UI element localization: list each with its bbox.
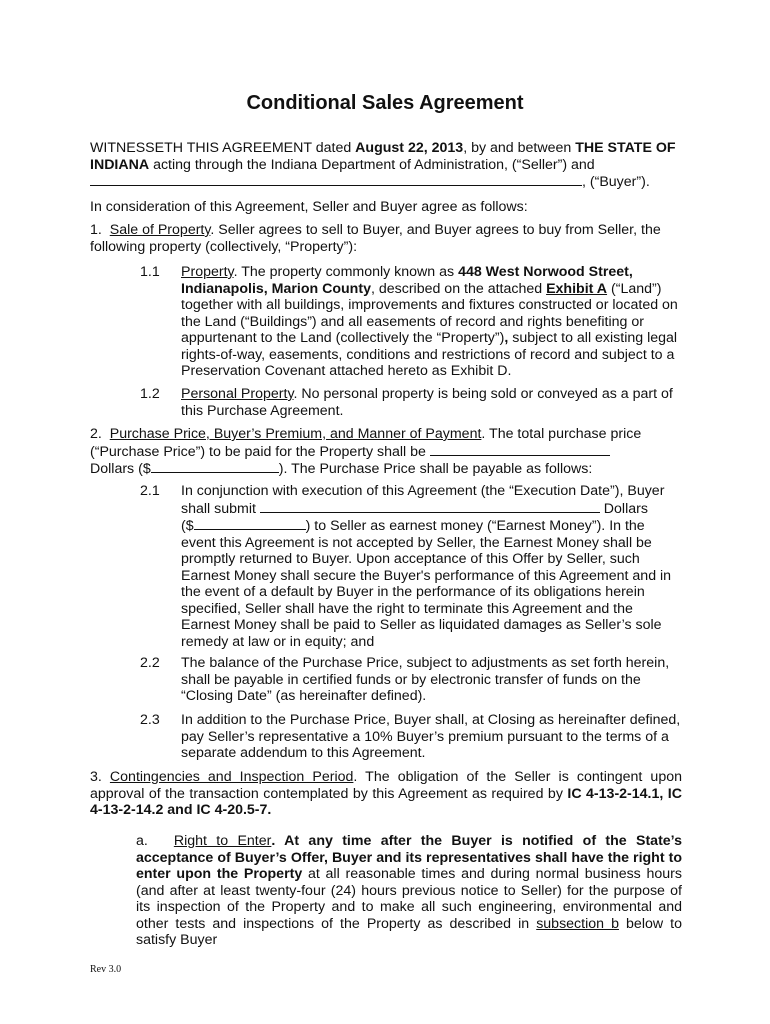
intro-text: WITNESSETH THIS AGREEMENT dated (90, 140, 356, 156)
section-text: . Seller agrees to sell to Buyer, and Buyer agrees to buy from Seller, the following property (collectively, “Property”): (90, 222, 661, 255)
subsection-number: 2.3 (140, 712, 160, 728)
section-text: . The obligation of the Seller is contingent upon approval of the transaction contemplated by this Agreement as required by (90, 769, 682, 802)
subsection-number: 1.2 (140, 386, 160, 402)
exhibit-reference: Exhibit A (546, 280, 608, 297)
subsection-text: subject to all existing legal rights-of-way, easements, conditions and restrictions of record and subject to a Preservation Covenant attached hereto as Exhibit D. (181, 330, 678, 379)
intro-paragraph (90, 140, 682, 173)
consideration-text: In consideration of this Agreement, Seller and Buyer agree as follows: (90, 199, 528, 215)
subsection-text: , described on the attached (370, 280, 547, 297)
section-number: 3. (90, 769, 102, 785)
subsection-heading: Personal Property (181, 386, 294, 402)
subsection-b-reference: subsection b (536, 915, 619, 932)
purchase-price-blank[interactable] (430, 443, 610, 456)
subsection-2-3: In addition to the Purchase Price, Buyer shall, at Closing as hereinafter defined, pay Seller’s representative a 10% Buyer’s premium pursuant to the terms of a separate addendum to this Agreement. (181, 712, 681, 761)
subsection-text: . The property commonly known as (233, 264, 459, 280)
statute-codes: IC 4-13-2-14.1, IC 4-13-2-14.2 and IC 4-20.5-7. (90, 785, 682, 818)
subsection-number: 2.2 (140, 655, 160, 671)
earnest-money-amount-blank[interactable] (194, 517, 306, 530)
buyer-line (90, 173, 682, 191)
section-2 (90, 426, 682, 478)
subsection-number: 2.1 (140, 483, 160, 499)
buyer-label: , (“Buyer”). (582, 174, 650, 190)
section-text: ). The Purchase Price shall be payable as follows: (278, 461, 593, 477)
subsection-1-1 (181, 264, 681, 380)
subsection-text: . No personal property is being sold or conveyed as a part of this Purchase Agreement. (181, 386, 673, 419)
agreement-date: August 22, 2013 (355, 140, 464, 156)
revision-footer: Rev 3.0 (90, 964, 122, 975)
section-1 (90, 222, 682, 255)
subsection-1-2 (181, 386, 681, 419)
intro-text: , by and between (463, 140, 576, 156)
buyer-name-blank[interactable] (90, 173, 582, 186)
page-title: Conditional Sales Agreement (246, 92, 524, 114)
intro-text: acting through the Indiana Department of Administration, (“Seller”) and (149, 156, 595, 173)
subsection-text: In conjunction with execution of this Agreement (the “Execution Date”), Buyer shall submit (181, 483, 665, 517)
section-heading: Sale of Property (109, 222, 211, 238)
earnest-money-blank[interactable] (260, 500, 600, 513)
subsection-text: Dollars (599, 500, 648, 517)
purchase-price-amount-blank[interactable] (151, 460, 279, 473)
bold-comma: , (504, 330, 509, 346)
subsection-number: 1.1 (140, 264, 160, 280)
subsection-2-2: The balance of the Purchase Price, subject to adjustments as set forth herein, shall be payable in certified funds or by electronic transfer of funds on the “Closing Date” (as hereinafter defined). (181, 655, 670, 704)
subsection-heading: Property (181, 264, 234, 280)
subsection-letter: a. (136, 833, 148, 849)
subsection-text: (“Land”) together with all buildings, improvements and fixtures constructed or located on the Land (“Buildings”) and all easements of record and rights benefiting or appurtenant to the Land (collectively the “Property”) (181, 280, 678, 346)
section-3 (90, 769, 682, 819)
section-text: Dollars ($ (90, 461, 151, 477)
bold-provision: At any time after the Buyer is notified of the State’s acceptance of Buyer’s Offer, Buyer and its representatives shall have the right to enter upon the Property (136, 833, 682, 882)
subsection-2-1 (181, 483, 681, 650)
seller-name: THE STATE OF INDIANA (90, 140, 676, 173)
subsection-text: at all reasonable times and during normal business hours (and after at least twenty-four (24) hours previous notice to Seller) for the purpose of its inspection of the Property and to make all such engineering, environmental and other tests and inspections of the Property as described in (136, 866, 682, 932)
subsection-text: ) to Seller as earnest money (“Earnest Money”). In the event this Agreement is not accepted by Seller, the Earnest Money shall be promptly returned to Buyer. Upon acceptance of this Offer by Seller, such Earnest Money shall secure the Buyer's performance of this Agreement and in the event of a default by Buyer in the performance of its obligations herein specified, Seller shall have the right to terminate this Agreement and the Earnest Money shall be paid to Seller as liquidated damages as Seller’s sole remedy at law or in equity; and (181, 518, 672, 650)
section-number: 2. (90, 426, 102, 442)
subsection-heading: Right to Enter (173, 833, 272, 849)
section-text: . The total purchase price (“Purchase Price”) to be paid for the Property shall be (90, 426, 642, 460)
subsection-text: ($ (181, 518, 194, 534)
section-heading: Contingencies and Inspection Period (109, 769, 354, 785)
subsection-text: below to satisfy Buyer (136, 915, 682, 948)
property-address: 448 West Norwood Street, Indianapolis, Marion County (181, 264, 633, 297)
heading-period: . (271, 833, 276, 849)
section-number: 1. (90, 222, 102, 238)
section-heading: Purchase Price, Buyer’s Premium, and Manner of Payment (109, 426, 482, 442)
subsection-3a (136, 833, 682, 949)
